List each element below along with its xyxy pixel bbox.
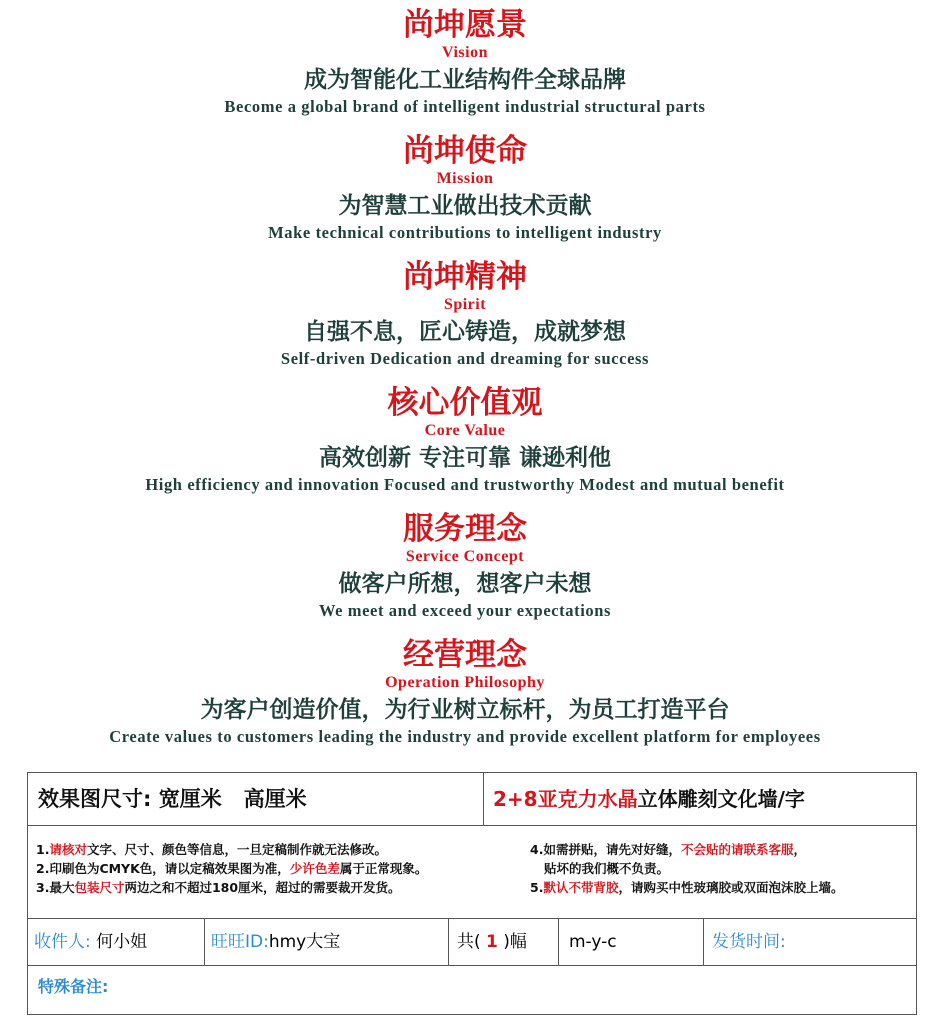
section-en-title: Core Value [424,422,506,439]
note-3: 3.最大包装尺寸两边之和不超过180厘米，超过的需要裁开发货。 [36,880,401,895]
note-4: 4.如需拼贴，请先对好缝，不会贴的请联系客服， [530,842,806,857]
section-en-text: Create values to customers leading the industry and provide excellent platform for employees [109,727,821,746]
note-2: 2.印刷色为CMYK色，请以定稿效果图为准，少许色差属于正常现象。 [36,861,428,876]
note-5: 5.默认不带背胶，请购买中性玻璃胶或双面泡沫胶上墙。 [530,880,844,895]
section-title: 尚坤愿景 [403,7,527,43]
note-1: 1.请核对文字、尺寸、颜色等信息，一旦定稿制作就无法修改。 [36,842,387,857]
section-zh-text: 为智慧工业做出技术贡献 [338,193,592,219]
section-en-text: Make technical contributions to intelligent industry [268,223,662,242]
section-en-title: Mission [436,170,494,187]
ship-time-label: 发货时间: [712,932,786,952]
count-value: 1 [486,932,498,952]
code-cell: m-y-c [559,919,704,965]
product-type: 立体雕刻文化墙/字 [637,787,805,811]
wangwang-cell [205,919,449,965]
count-prefix: 共( [457,932,481,952]
section-title: 服务理念 [403,511,527,547]
shipping-row [28,919,916,966]
count-suffix: )幅 [503,932,527,952]
section-zh-text: 成为智能化工业结构件全球品牌 [304,67,626,93]
size-label: 效果图尺寸: [38,787,152,811]
remark-label: 特殊备注: [38,977,109,996]
section-en-text: High efficiency and innovation Focused and trustworthy Modest and mutual benefit [145,475,785,494]
product-material: 2+8亚克力水晶 [493,787,638,811]
note-4-continued: 贴坏的我们概不负责。 [544,861,670,876]
recipient-value: 何小姐 [96,932,148,952]
section-zh-text: 自强不息，匠心铸造，成就梦想 [304,319,626,345]
recipient-label: 收件人: [34,932,91,952]
recipient-cell [28,919,205,965]
section-zh-text: 做客户所想，想客户未想 [338,571,592,597]
product-cell [485,773,916,825]
order-info-table [27,772,917,1015]
size-product-row [28,773,916,826]
section-zh-text: 为客户创造价值，为行业树立标杆，为员工打造平台 [200,697,730,723]
wangwang-label: 旺旺ID: [211,932,269,952]
remark-row [28,966,916,1014]
section-en-title: Spirit [443,296,487,313]
section-en-text: Self-driven Dedication and dreaming for success [280,349,650,368]
section-title: 核心价值观 [387,385,543,421]
height-label: 高厘米 [243,787,307,811]
section-en-text: We meet and exceed your expectations [318,601,612,620]
section-zh-text: 高效创新 专注可靠 谦逊利他 [318,445,611,471]
width-label: 宽厘米 [158,787,222,811]
wangwang-value: hmy大宝 [268,932,341,952]
size-cell [28,773,484,825]
section-title: 经营理念 [403,637,527,673]
section-en-title: Service Concept [405,548,525,565]
section-en-text: Become a global brand of intelligent industrial structural parts [224,97,706,116]
section-en-title: Vision [442,44,488,61]
section-title: 尚坤精神 [403,259,527,295]
notes-row [28,826,916,919]
section-en-title: Operation Philosophy [385,674,545,691]
section-title: 尚坤使命 [403,133,527,169]
count-cell [449,919,559,965]
